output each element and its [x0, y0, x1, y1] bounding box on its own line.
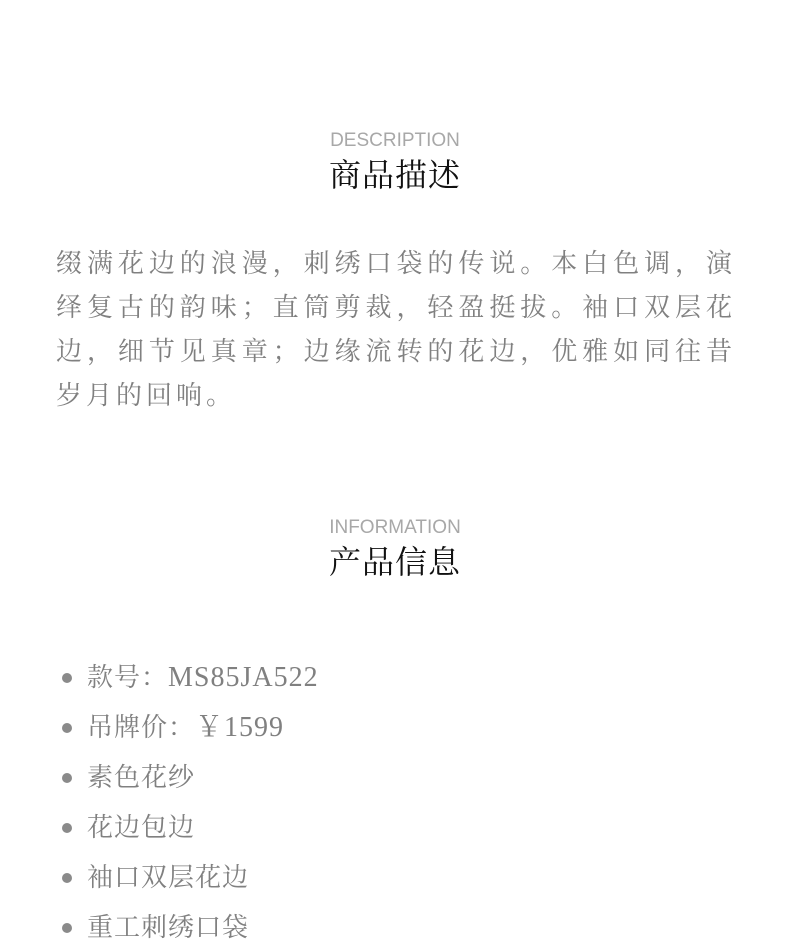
info-item-label: 款号：	[87, 663, 169, 693]
info-item-cuff	[56, 853, 319, 903]
info-item-edging	[56, 803, 319, 853]
info-item-pocket	[56, 903, 319, 948]
information-heading: 产品信息	[328, 543, 461, 581]
product-description-text: 缀满花边的浪漫，刺绣口袋的传说。本白色调，演绎复古的韵味；直筒剪裁，轻盈挺拔。袖口双层花边，细节见真章；边缘流转的花边，优雅如同往昔岁月的回响。	[56, 249, 736, 411]
info-item-style-number	[56, 653, 319, 703]
info-item-label: 袖口双层花边	[87, 863, 250, 893]
info-item-label: 重工刺绣口袋	[87, 913, 250, 943]
bullet-dot-icon	[62, 823, 72, 833]
bullet-dot-icon	[62, 673, 72, 683]
info-item-label: 吊牌价：	[87, 713, 196, 743]
info-item-value: ￥1599	[195, 712, 285, 743]
description-heading: 商品描述	[328, 156, 461, 194]
info-item-label: 素色花纱	[87, 763, 196, 793]
bullet-dot-icon	[62, 723, 72, 733]
bullet-dot-icon	[62, 873, 72, 883]
info-item-price	[56, 703, 319, 753]
info-item-fabric	[56, 753, 319, 803]
bullet-dot-icon	[62, 773, 72, 783]
product-info-list	[56, 653, 319, 948]
info-item-value: MS85JA522	[168, 662, 319, 693]
info-item-label: 花边包边	[87, 813, 196, 843]
information-heading-en: INFORMATION	[329, 517, 461, 538]
bullet-dot-icon	[62, 923, 72, 933]
description-heading-en: DESCRIPTION	[330, 130, 460, 151]
